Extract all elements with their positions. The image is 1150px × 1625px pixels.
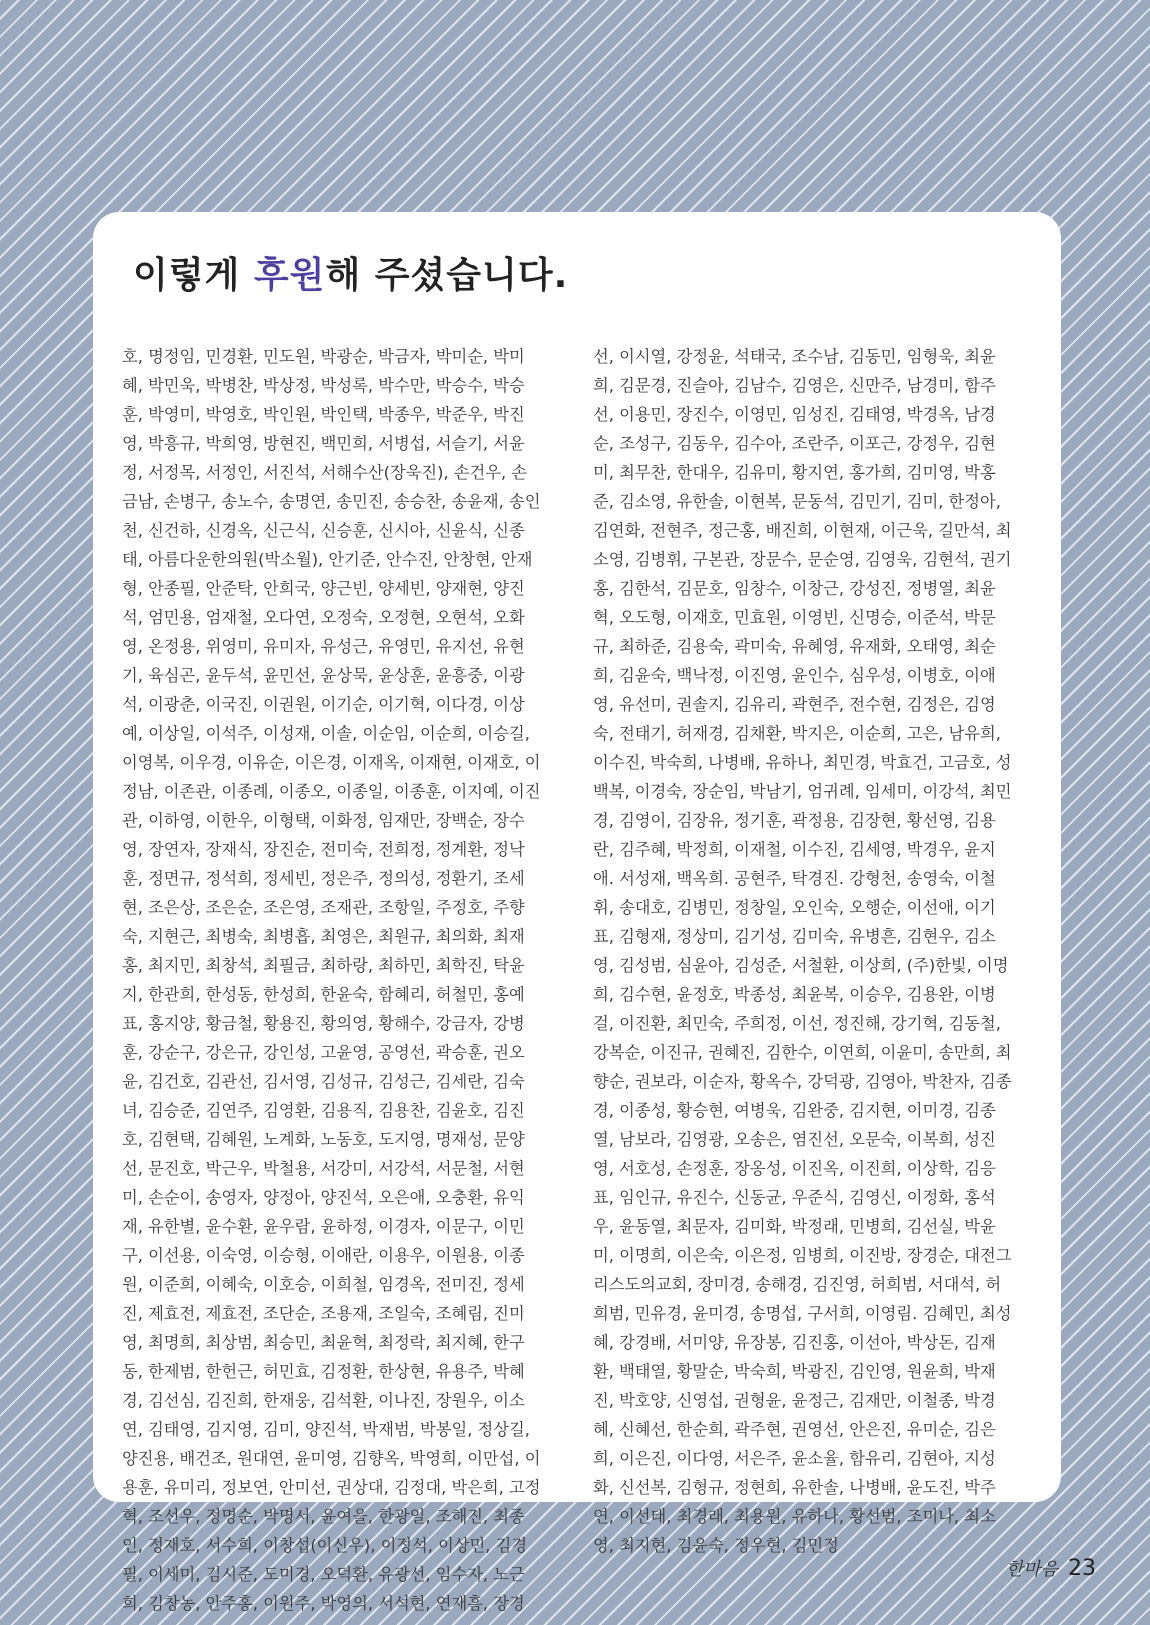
donor-line: 선, 이시열, 강정윤, 석태국, 조수남, 김동민, 임형욱, 최윤	[593, 347, 996, 366]
donor-line: 기, 육심곤, 윤두석, 윤민선, 윤상묵, 윤상훈, 윤흥중, 이광	[122, 666, 525, 685]
donor-line: 화, 신선복, 김형규, 정현희, 유한솔, 나병배, 윤도진, 박주	[593, 1478, 996, 1497]
donor-line: 혜, 신혜선, 한순희, 곽주현, 권영선, 안은진, 유미순, 김은	[593, 1420, 996, 1439]
page-footer	[1006, 1555, 1096, 1581]
donor-line: 희범, 민유경, 윤미경, 송명섭, 구서희, 이영림. 김혜민, 최성	[593, 1304, 1012, 1323]
donor-line: 미, 최무찬, 한대우, 김유미, 황지연, 홍가희, 김미영, 박홍	[593, 463, 996, 482]
donor-line: 훈, 박영미, 박영호, 박인원, 박인택, 박종우, 박준우, 박진	[122, 405, 525, 424]
donor-line: 영, 서호성, 손정훈, 장옹성, 이진옥, 이진희, 이상학, 김응	[593, 1159, 996, 1178]
title-accent: 후원	[253, 255, 326, 296]
donor-line: 혜, 박민욱, 박병찬, 박상정, 박성록, 박수만, 박승수, 박승	[122, 376, 525, 395]
donor-line: 양진용, 배건조, 원대연, 윤미영, 김향옥, 박영희, 이만섭, 이	[122, 1449, 541, 1468]
donor-line: 희, 김수현, 윤정호, 박종성, 최윤복, 이승우, 김용완, 이병	[593, 985, 996, 1004]
donor-line: 표, 홍지양, 황금철, 황용진, 황의영, 황해수, 강금자, 강병	[122, 1014, 525, 1033]
donor-list-right-column	[593, 342, 1023, 1560]
donor-line: 녀, 김승준, 김연주, 김영환, 김용직, 김용찬, 김윤호, 김진	[122, 1101, 525, 1120]
donor-line: 혁, 조선우, 정명순, 박명서, 윤여을, 한광일, 조해진, 최종	[122, 1507, 525, 1526]
donor-line: 연, 이선태, 최경래, 최용원, 유하나, 황선범, 조미나, 최소	[593, 1507, 996, 1526]
donor-line: 영, 최지현, 김윤숙, 정우현, 김민정	[593, 1536, 839, 1555]
donor-line: 미, 이명희, 이은숙, 이은정, 임병희, 이진방, 장경순, 대전그	[593, 1246, 1012, 1265]
donor-line: 예, 이상일, 이석주, 이성재, 이솔, 이순임, 이순희, 이승길,	[122, 724, 530, 743]
donor-line: 우, 윤동열, 최문자, 김미화, 박정래, 민병희, 김선실, 박윤	[593, 1217, 996, 1236]
donor-list-left-column	[122, 342, 552, 1618]
donor-line: 애. 서성재, 백옥희. 공현주, 탁경진. 강형천, 송영숙, 이철	[593, 869, 996, 888]
page-number: 23	[1068, 1556, 1096, 1581]
donor-line: 정남, 이존관, 이종례, 이종오, 이종일, 이종훈, 이지예, 이진	[122, 782, 541, 801]
donor-line: 란, 김주혜, 박정희, 이재철, 이수진, 김세영, 박경우, 윤지	[593, 840, 996, 859]
donor-line: 숙, 전태기, 허재경, 김채환, 박지은, 이순희, 고은, 남유희,	[593, 724, 1001, 743]
donor-line: 용훈, 유미리, 정보연, 안미선, 권상대, 김정대, 박은희, 고정	[122, 1478, 541, 1497]
donor-line: 혜, 강경배, 서미양, 유장봉, 김진홍, 이선아, 박상돈, 김재	[593, 1333, 996, 1352]
donor-line: 이수진, 박숙희, 나병배, 유하나, 최민경, 박효건, 고금호, 성	[593, 753, 1012, 772]
donor-line: 이영복, 이우경, 이유순, 이은경, 이재옥, 이재현, 이재호, 이	[122, 753, 541, 772]
donor-line: 호, 김현택, 김혜원, 노계화, 노동호, 도지영, 명재성, 문양	[122, 1130, 525, 1149]
page-title	[133, 247, 568, 298]
donor-line: 석, 엄민용, 엄재철, 오다연, 오정숙, 오정현, 오현석, 오화	[122, 608, 525, 627]
donor-line: 필, 이세미, 김시준, 도미경, 오덕환, 유광선, 임수자, 노근	[122, 1565, 525, 1584]
donor-line: 현, 조은상, 조은순, 조은영, 조재관, 조항일, 주정호, 주향	[122, 898, 525, 917]
donor-line: 태, 아름다운한의원(박소월), 안기준, 안수진, 안창현, 안재	[122, 550, 533, 569]
donor-line: 영, 장연자, 장재식, 장진순, 전미숙, 전희정, 정계환, 정낙	[122, 840, 525, 859]
donor-line: 소영, 김병휘, 구본관, 장문수, 문순영, 김영욱, 김현석, 권기	[593, 550, 1012, 569]
donor-line: 관, 이하영, 이한우, 이형택, 이화정, 임재만, 장백순, 장수	[122, 811, 525, 830]
donor-line: 훈, 정면규, 정석희, 정세빈, 정은주, 정의성, 정환기, 조세	[122, 869, 525, 888]
donor-line: 희, 김창농, 안주홍, 이원주, 박영의, 서석현, 연재흠, 장경	[122, 1594, 525, 1613]
donor-line: 혁, 오도형, 이재호, 민효원, 이영빈, 신명승, 이준석, 박문	[593, 608, 996, 627]
donor-line: 희, 김윤숙, 백낙정, 이진영, 윤인수, 심우성, 이병호, 이애	[593, 666, 996, 685]
donor-line: 경, 김영이, 김장유, 정기훈, 곽정용, 김장현, 황선영, 김용	[593, 811, 996, 830]
donor-line: 선, 이용민, 장진수, 이영민, 임성진, 김태영, 박경옥, 남경	[593, 405, 996, 424]
donor-line: 준, 김소영, 유한솔, 이현복, 문동석, 김민기, 김미, 한정아,	[593, 492, 1001, 511]
title-suffix: 해 주셨습니다.	[325, 255, 569, 296]
donor-line: 김연화, 전현주, 정근홍, 배진희, 이현재, 이근욱, 길만석, 최	[593, 521, 1012, 540]
donor-line: 동, 한제범, 한헌근, 허민효, 김정환, 한상현, 유용주, 박혜	[122, 1362, 525, 1381]
title-prefix: 이렇게	[133, 255, 254, 296]
donor-line: 홍, 최지민, 최창석, 최필금, 최하랑, 최하민, 최학진, 탁윤	[122, 956, 525, 975]
donor-line: 환, 백태열, 황말순, 박숙희, 박광진, 김인영, 원윤희, 박재	[593, 1362, 996, 1381]
donor-line: 정, 서정목, 서정인, 서진석, 서해수산(장욱진), 손건우, 손	[122, 463, 528, 482]
donor-line: 금남, 손병구, 송노수, 송명연, 송민진, 송승찬, 송윤재, 송인	[122, 492, 541, 511]
donor-line: 영, 온정용, 위영미, 유미자, 유성근, 유영민, 유지선, 유현	[122, 637, 525, 656]
donor-line: 휘, 송대호, 김병민, 정창일, 오인숙, 오행순, 이선애, 이기	[593, 898, 996, 917]
donor-line: 리스도의교회, 장미경, 송해경, 김진영, 허희범, 서대석, 허	[593, 1275, 1002, 1294]
donor-line: 백복, 이경숙, 장순임, 박남기, 엄귀례, 임세미, 이강석, 최민	[593, 782, 1012, 801]
donor-line: 지, 한관희, 한성동, 한성희, 한윤숙, 함혜리, 허철민, 홍예	[122, 985, 525, 1004]
donor-line: 열, 남보라, 김영광, 오송은, 염진선, 오문숙, 이복희, 성진	[593, 1130, 996, 1149]
donor-line: 숙, 지현근, 최병숙, 최병흡, 최영은, 최원규, 최의화, 최재	[122, 927, 525, 946]
donor-line: 경, 김선심, 김진희, 한재웅, 김석환, 이나진, 장원우, 이소	[122, 1391, 525, 1410]
donor-line: 순, 조성구, 김동우, 김수아, 조란주, 이포근, 강정우, 김현	[593, 434, 996, 453]
donor-line: 선, 문진호, 박근우, 박철용, 서강미, 서강석, 서문철, 서현	[122, 1159, 525, 1178]
donor-line: 홍, 김한석, 김문호, 임창수, 이창근, 강성진, 정병열, 최윤	[593, 579, 996, 598]
donor-line: 영, 박흥규, 박희영, 방현진, 백민희, 서병섭, 서슬기, 서윤	[122, 434, 525, 453]
donor-line: 훈, 강순구, 강은규, 강인성, 고윤영, 공영선, 곽승훈, 권오	[122, 1043, 525, 1062]
donor-line: 진, 제효전, 제효전, 조단순, 조용재, 조일숙, 조혜림, 진미	[122, 1304, 525, 1323]
donor-line: 구, 이선용, 이숙영, 이승형, 이애란, 이용우, 이원용, 이종	[122, 1246, 525, 1265]
donor-line: 호, 명정임, 민경환, 민도원, 박광순, 박금자, 박미순, 박미	[122, 347, 525, 366]
donor-line: 석, 이광춘, 이국진, 이권원, 이기순, 이기혁, 이다경, 이상	[122, 695, 525, 714]
donor-line: 희, 이은진, 이다영, 서은주, 윤소율, 함유리, 김현아, 지성	[593, 1449, 996, 1468]
donor-line: 향순, 권보라, 이순자, 황옥수, 강덕광, 김영아, 박찬자, 김종	[593, 1072, 1012, 1091]
magazine-logo: 한마음	[1005, 1559, 1058, 1580]
donor-line: 영, 유선미, 권솔지, 김유리, 곽현주, 전수현, 김정은, 김영	[593, 695, 996, 714]
donor-line: 미, 손순이, 송영자, 양정아, 양진석, 오은애, 오충환, 유익	[122, 1188, 525, 1207]
donor-line: 영, 최명희, 최상범, 최승민, 최윤혁, 최정락, 최지혜, 한구	[122, 1333, 525, 1352]
donor-line: 걸, 이진환, 최민숙, 주희정, 이선, 정진해, 강기혁, 김동철,	[593, 1014, 1001, 1033]
donor-line: 재, 유한별, 윤수환, 윤우람, 윤하정, 이경자, 이문구, 이민	[122, 1217, 525, 1236]
donor-line: 강복순, 이진규, 권혜진, 김한수, 이연희, 이윤미, 송만희, 최	[593, 1043, 1012, 1062]
donor-line: 진, 박호양, 신영섭, 권형윤, 윤정근, 김재만, 이철종, 박경	[593, 1391, 996, 1410]
donor-line: 원, 이준희, 이혜숙, 이호승, 이희철, 임경옥, 전미진, 정세	[122, 1275, 525, 1294]
donor-line: 영, 김성범, 심윤아, 김성준, 서철환, 이상희, (주)한빛, 이명	[593, 956, 1009, 975]
donor-line: 연, 김태영, 김지영, 김미, 양진석, 박재범, 박봉일, 정상길,	[122, 1420, 530, 1439]
donor-line: 형, 안종필, 안준탁, 안희국, 양근빈, 양세빈, 양재현, 양진	[122, 579, 525, 598]
donor-line: 표, 임인규, 유진수, 신동균, 우준식, 김영신, 이정화, 홍석	[593, 1188, 996, 1207]
donor-line: 규, 최하준, 김용숙, 곽미숙, 유혜영, 유재화, 오태영, 최순	[593, 637, 996, 656]
donor-line: 경, 이종성, 황승현, 여병욱, 김완중, 김지현, 이미경, 김종	[593, 1101, 996, 1120]
donor-line: 천, 신건하, 신경옥, 신근식, 신승훈, 신시아, 신윤식, 신종	[122, 521, 525, 540]
donor-line: 윤, 김건호, 김관선, 김서영, 김성규, 김성근, 김세란, 김숙	[122, 1072, 525, 1091]
donor-line: 희, 김문경, 진슬아, 김남수, 김영은, 신만주, 남경미, 함주	[593, 376, 996, 395]
donor-line: 인, 정재호, 서수희, 이창섭(이신우), 이정석, 이상민, 김경	[122, 1536, 528, 1555]
donor-line: 표, 김형재, 정상미, 김기성, 김미숙, 유병흔, 김현우, 김소	[593, 927, 996, 946]
